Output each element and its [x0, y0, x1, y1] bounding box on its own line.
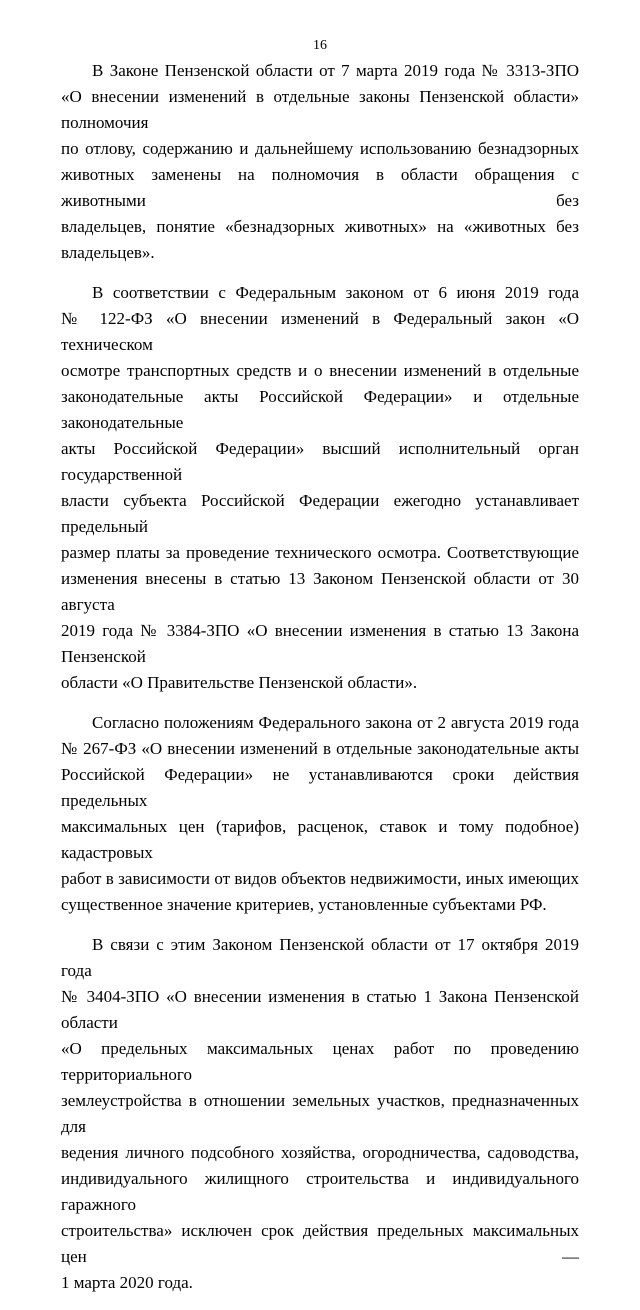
- paragraph: [61, 932, 579, 1296]
- paragraph-line: изменения внесены в статью 13 Законом Пензенской области от 30 августа: [61, 569, 579, 614]
- paragraph-line: Согласно положениям Федерального закона от 2 августа 2019 года: [92, 713, 579, 732]
- paragraph-line: землеустройства в отношении земельных участков, предназначенных для: [61, 1091, 579, 1136]
- paragraph-line: № 122-ФЗ «О внесении изменений в Федеральный закон «О техническом: [61, 309, 579, 354]
- paragraph-line: В соответствии с Федеральным законом от 6 июня 2019 года: [92, 283, 579, 302]
- page-number: 16: [313, 38, 327, 53]
- paragraph-line: Российской Федерации» не устанавливаются сроки действия предельных: [61, 765, 579, 810]
- paragraph-line: «О предельных максимальных ценах работ по проведению территориального: [61, 1039, 579, 1084]
- document-body: [61, 58, 579, 1310]
- paragraph-line: 1 марта 2020 года.: [61, 1273, 193, 1292]
- paragraph-line: области «О Правительстве Пензенской области».: [61, 673, 418, 692]
- paragraph: [61, 710, 579, 918]
- paragraph: [61, 58, 579, 266]
- paragraph-line: ведения личного подсобного хозяйства, огородничества, садоводства,: [61, 1143, 579, 1162]
- paragraph-line: № 267-ФЗ «О внесении изменений в отдельные законодательные акты: [61, 739, 579, 758]
- paragraph-line: осмотре транспортных средств и о внесении изменений в отдельные: [61, 361, 579, 380]
- paragraph-line: строительства» исключен срок действия предельных максимальных цен —: [61, 1221, 579, 1266]
- paragraph-line: В Законе Пензенской области от 7 марта 2019 года № 3313-ЗПО: [92, 61, 579, 80]
- paragraph-line: № 3404-ЗПО «О внесении изменения в статью 1 Закона Пензенской области: [61, 987, 579, 1032]
- paragraph-line: В связи с этим Законом Пензенской области от 17 октября 2019 года: [61, 935, 579, 980]
- paragraph-line: работ в зависимости от видов объектов недвижимости, иных имеющих: [61, 869, 579, 888]
- paragraph-line: максимальных цен (тарифов, расценок, ставок и тому подобное) кадастровых: [61, 817, 579, 862]
- paragraph-line: владельцев, понятие «безнадзорных животных» на «животных без владельцев».: [61, 217, 579, 262]
- paragraph-line: существенное значение критериев, установленные субъектами РФ.: [61, 895, 547, 914]
- paragraph-line: акты Российской Федерации» высший исполнительный орган государственной: [61, 439, 579, 484]
- paragraph-line: «О внесении изменений в отдельные законы Пензенской области» полномочия: [61, 87, 579, 132]
- paragraph-line: власти субъекта Российской Федерации ежегодно устанавливает предельный: [61, 491, 579, 536]
- paragraph: [61, 280, 579, 696]
- paragraph-line: индивидуального жилищного строительства и индивидуального гаражного: [61, 1169, 579, 1214]
- paragraph-line: по отлову, содержанию и дальнейшему использованию безнадзорных: [61, 139, 579, 158]
- paragraph-line: законодательные акты Российской Федерации» и отдельные законодательные: [61, 387, 579, 432]
- paragraph-line: животных заменены на полномочия в области обращения с животными без: [61, 165, 579, 210]
- paragraph-line: размер платы за проведение технического осмотра. Соответствующие: [61, 543, 579, 562]
- paragraph-line: 2019 года № 3384-ЗПО «О внесении изменения в статью 13 Закона Пензенской: [61, 621, 579, 666]
